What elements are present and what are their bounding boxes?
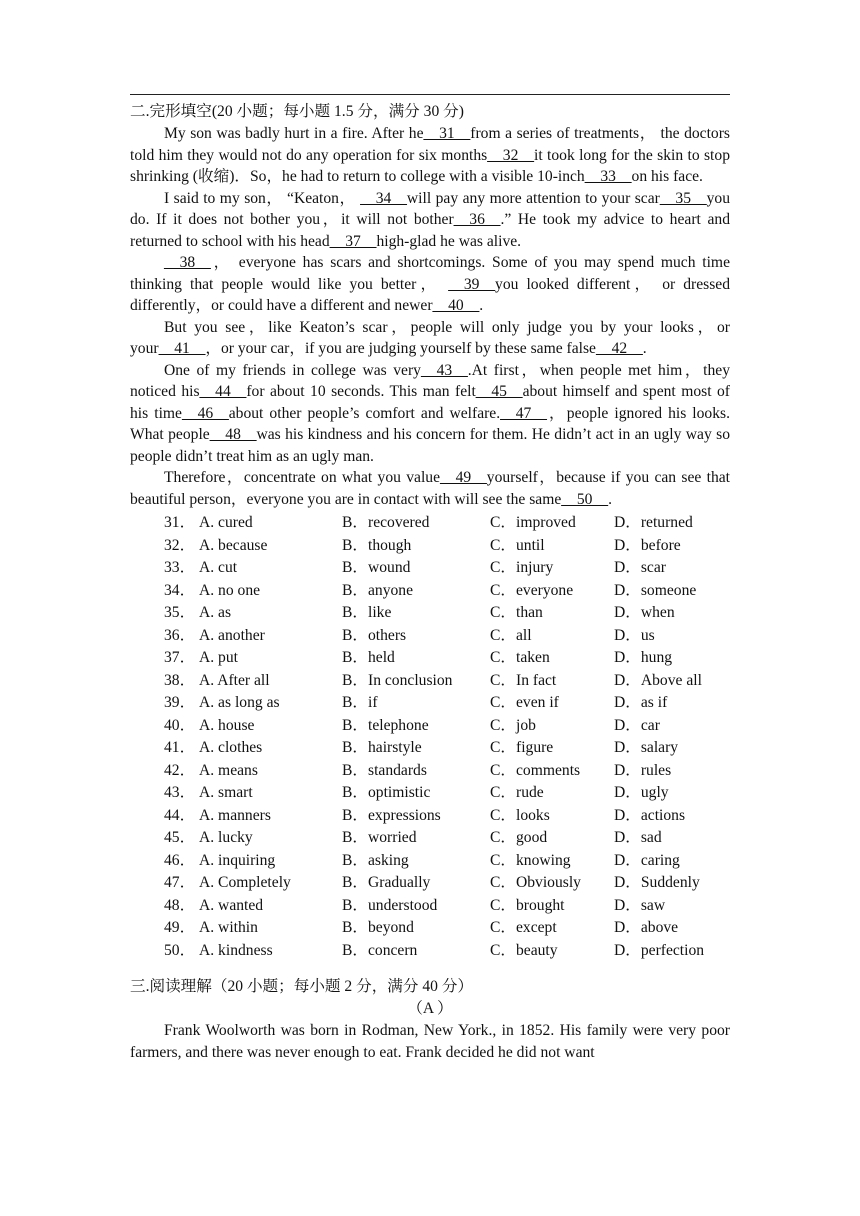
question-number: 34． [164, 581, 196, 599]
option-c: C．looks [490, 806, 550, 824]
cloze-section-heading: 二.完形填空(20 小题；每小题 1.5 分，满分 30 分) [130, 103, 464, 120]
blank-number: __41__ [158, 340, 206, 357]
question-number: 47． [164, 874, 196, 891]
option-d: D．us [614, 626, 655, 644]
option-b: B．optimistic [342, 784, 431, 801]
option-b: B．asking [342, 851, 409, 869]
passage-text: on his face. [631, 168, 703, 185]
option-c: C．until [490, 536, 545, 554]
option-c: C．beauty [490, 941, 558, 959]
option-row [130, 760, 730, 783]
option-a: A. Completely [199, 874, 291, 891]
option-c: C．all [490, 626, 532, 644]
option-row [130, 782, 730, 805]
option-d: D．car [614, 716, 660, 734]
option-a: A. kindness [199, 941, 273, 959]
question-number: 50． [164, 941, 196, 959]
option-b: B．held [342, 649, 395, 666]
option-a: A. no one [199, 581, 261, 599]
cloze-paragraph [130, 360, 730, 468]
option-d: D．Suddenly [614, 874, 700, 891]
question-number: 39． [164, 694, 196, 711]
option-d: D．returned [614, 514, 693, 531]
option-b: B．Gradually [342, 874, 431, 891]
option-d: D．scar [614, 559, 666, 576]
exam-page [130, 94, 730, 1063]
passage-text: . [642, 340, 647, 357]
passage-text: One of my friends in college was very [164, 361, 421, 379]
option-c: C．knowing [490, 851, 571, 869]
passage-text: you do. If it does not bother you，it will not bother [130, 189, 730, 228]
option-row [130, 602, 730, 625]
passage-text: ， everyone has scars and shortcomings. Some of you may spend much time thinking that people would like you better， [130, 254, 730, 293]
blank-number: __32__ [487, 146, 534, 164]
blank-number: __37__ [329, 232, 377, 250]
option-a: A. lucky [199, 829, 253, 846]
question-number: 33． [164, 559, 196, 576]
passage-text: for about 10 seconds. This man felt [246, 383, 476, 400]
option-row [130, 670, 730, 693]
option-row [130, 737, 730, 760]
reading-section-heading: 三.阅读理解（20 小题；每小题 2 分，满分 40 分） [130, 978, 474, 995]
passage-text: .At first，when people met him，they noticed his [130, 361, 730, 400]
blank-number: __35__ [659, 189, 707, 207]
option-row [130, 557, 730, 580]
cloze-paragraph [130, 188, 730, 253]
option-c: C．except [490, 919, 557, 936]
option-a: A. manners [199, 806, 271, 824]
blank-number: __47__ [500, 404, 547, 422]
option-d: D．as if [614, 694, 668, 711]
cloze-paragraph [130, 252, 730, 317]
passage-text: . [608, 490, 612, 508]
option-c: C．taken [490, 649, 550, 666]
cloze-paragraph [130, 317, 730, 360]
passage-text: it took long for the skin to stop shrinking (收缩)．So，he had to return to college with a visible 10-inch [130, 146, 730, 185]
question-number: 36． [164, 626, 196, 644]
option-row [130, 940, 730, 963]
question-number: 44． [164, 806, 196, 824]
option-d: D．salary [614, 739, 679, 756]
option-b: B．worried [342, 829, 417, 846]
option-d: D．before [614, 536, 681, 554]
option-c: C．rude [490, 784, 544, 801]
passage-text: will pay any more attention to your scar [406, 189, 660, 207]
question-number: 35． [164, 604, 196, 621]
question-number: 41． [164, 739, 196, 756]
option-b: B．expressions [342, 806, 441, 824]
reading-part-label: （A ） [407, 1000, 453, 1017]
option-c: C．comments [490, 761, 581, 779]
option-row [130, 850, 730, 873]
option-d: D．caring [614, 851, 680, 869]
passage-text: was his kindness and his concern for them. He didn’t act in an ugly way so people didn’t treat him as an ugly man. [130, 426, 730, 465]
option-d: D．saw [614, 896, 666, 914]
option-b: B．like [342, 604, 392, 621]
passage-text: My son was badly hurt in a fire. After he [164, 125, 424, 142]
option-b: B．beyond [342, 919, 414, 936]
question-number: 38． [164, 671, 196, 689]
option-row [130, 692, 730, 715]
option-d: D．ugly [614, 784, 669, 801]
option-row [130, 805, 730, 828]
blank-number: __36__ [453, 211, 501, 228]
passage-text: I said to my son， “Keaton， [164, 189, 361, 207]
passage-text: yourself，because if you can see that beautiful person，everyone you are in contact with will see the same [130, 469, 730, 508]
option-b: B．though [342, 536, 412, 554]
option-a: A. smart [199, 784, 253, 801]
option-c: C．figure [490, 739, 554, 756]
option-a: A. house [199, 716, 255, 734]
option-a: A. because [199, 536, 268, 554]
question-number: 37． [164, 649, 196, 666]
option-c: C．job [490, 716, 536, 734]
question-number: 46． [164, 851, 196, 869]
option-b: B．In conclusion [342, 671, 453, 689]
option-d: D．rules [614, 761, 672, 779]
reading-passage-a: Frank Woolworth was born in Rodman, New York., in 1852. His family were very poor farmers, and there was never enough to eat. Frank decided he did not want [130, 1022, 730, 1061]
option-b: B．others [342, 626, 407, 644]
option-d: D．Above all [614, 671, 702, 689]
passage-text: But you see，like Keaton’s scar，people will only judge you by your looks，or your [130, 318, 730, 357]
option-b: B．understood [342, 896, 438, 914]
blank-number: __40__ [432, 297, 480, 314]
option-row [130, 625, 730, 648]
question-number: 49． [164, 919, 196, 936]
option-a: A. as long as [199, 694, 280, 711]
option-c: C．good [490, 829, 548, 846]
option-c: C．brought [490, 896, 565, 914]
option-b: B．anyone [342, 581, 414, 599]
option-b: B．if [342, 694, 378, 711]
option-a: A. as [199, 604, 232, 621]
question-number: 31． [164, 514, 196, 531]
option-c: C．injury [490, 559, 554, 576]
option-d: D．perfection [614, 941, 705, 959]
option-a: A. After all [199, 671, 270, 689]
option-a: A. inquiring [199, 851, 276, 869]
option-row [130, 647, 730, 670]
option-row [130, 895, 730, 918]
option-d: D．sad [614, 829, 662, 846]
cloze-options [130, 512, 730, 962]
question-number: 32． [164, 536, 196, 554]
option-d: D．when [614, 604, 675, 621]
option-a: A. put [199, 649, 238, 666]
blank-number: __42__ [595, 340, 643, 357]
option-b: B．standards [342, 761, 427, 779]
option-row [130, 827, 730, 850]
passage-text: you looked different， or dressed differently，or could have a different and newer [130, 275, 730, 314]
cloze-paragraph [130, 467, 730, 510]
option-b: B．telephone [342, 716, 429, 734]
passage-text: ，or your car，if you are judging yourself by these same false [205, 340, 596, 357]
option-a: A. wanted [199, 896, 264, 914]
option-a: A. within [199, 919, 258, 936]
blank-number: __34__ [360, 189, 407, 207]
passage-text: about himself and spent most of his time [130, 383, 730, 422]
blank-number: __31__ [423, 125, 471, 142]
option-a: A. means [199, 761, 258, 779]
passage-text: .” He took my advice to heart and returned to school with his head [130, 211, 730, 250]
option-d: D．above [614, 919, 679, 936]
option-b: B．hairstyle [342, 739, 422, 756]
question-number: 45． [164, 829, 196, 846]
option-b: B．recovered [342, 514, 430, 531]
cloze-passage [130, 123, 730, 510]
blank-number: __48__ [209, 426, 257, 443]
option-d: D．someone [614, 581, 697, 599]
blank-number: __39__ [448, 275, 496, 293]
option-c: C．In fact [490, 671, 557, 689]
option-c: C．Obviously [490, 874, 581, 891]
passage-text: . [479, 297, 484, 314]
option-d: D．actions [614, 806, 686, 824]
blank-number: __45__ [475, 383, 523, 400]
passage-text: about other people’s comfort and welfare. [228, 404, 501, 422]
option-row [130, 535, 730, 558]
option-a: A. cured [199, 514, 253, 531]
option-b: B．concern [342, 941, 418, 959]
top-rule [130, 94, 730, 95]
question-number: 43． [164, 784, 196, 801]
option-d: D．hung [614, 649, 673, 666]
option-row [130, 580, 730, 603]
option-row [130, 917, 730, 940]
blank-number: __49__ [440, 469, 487, 486]
option-a: A. clothes [199, 739, 263, 756]
cloze-paragraph [130, 123, 730, 188]
option-c: C．improved [490, 514, 576, 531]
option-a: A. another [199, 626, 265, 644]
option-row [130, 512, 730, 535]
blank-number: __44__ [199, 383, 247, 400]
passage-text: Therefore，concentrate on what you value [164, 469, 440, 486]
question-number: 40． [164, 716, 196, 734]
blank-number: __43__ [420, 361, 468, 379]
option-a: A. cut [199, 559, 238, 576]
passage-text: from a series of treatments， the doctors told him they would not do any operation for six months [130, 125, 730, 164]
passage-text: ，people ignored his looks. What people [130, 404, 730, 443]
passage-text: high-glad he was alive. [376, 232, 522, 250]
option-c: C．everyone [490, 581, 574, 599]
blank-number: __50__ [561, 490, 609, 508]
blank-number: __38__ [164, 254, 211, 271]
blank-number: __33__ [584, 168, 632, 185]
blank-number: __46__ [181, 404, 229, 422]
option-b: B．wound [342, 559, 411, 576]
question-number: 48． [164, 896, 196, 914]
question-number: 42． [164, 761, 196, 779]
option-row [130, 715, 730, 738]
option-c: C．even if [490, 694, 559, 711]
option-row [130, 872, 730, 895]
option-c: C．than [490, 604, 543, 621]
